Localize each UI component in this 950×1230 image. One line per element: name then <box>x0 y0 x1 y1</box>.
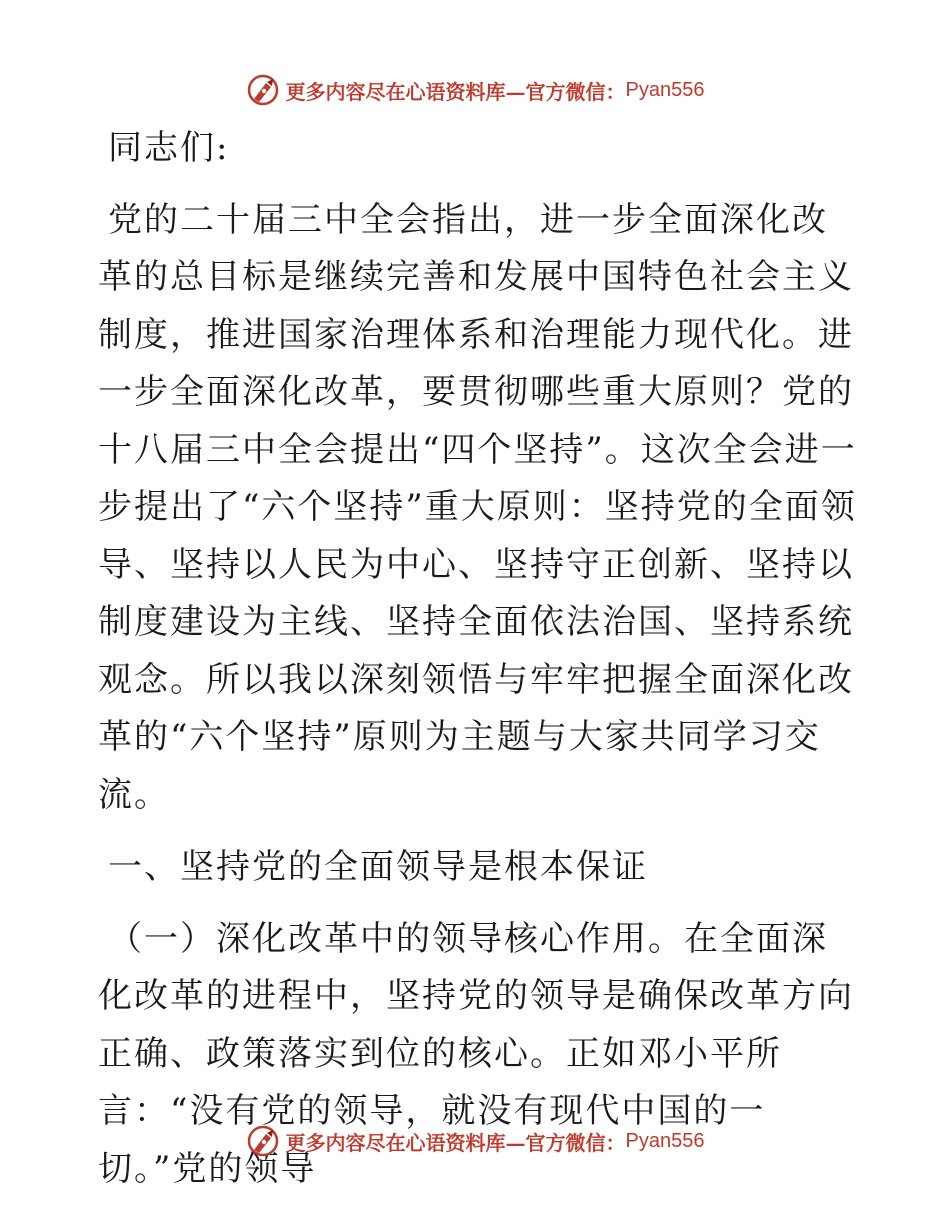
pen-nib-circle-icon <box>246 1124 280 1158</box>
watermark-text: 更多内容尽在心语资料库—官方微信： <box>285 79 626 104</box>
section-heading: 一、坚持党的全面领导是根本保证 <box>108 847 648 887</box>
watermark-text: 更多内容尽在心语资料库—官方微信： <box>285 1130 626 1155</box>
intro-paragraph: 党的二十届三中全会指出，进一步全面深化改革的总目标是继续完善和发展中国特色社会主义制度，推进国家治理体系和治理能力现代化。进一步全面深化改革，要贯彻哪些重大原则？党的十八届三中全会提出“四个坚持”。这次全会进一步提出了“六个坚持”重大原则：坚持党的全面领导、坚持以人民为中心、坚持守正创新、坚持以制度建设为主线、坚持全面依法治国、坚持系统观念。所以我以深刻领悟与牢牢把握全面深化改革的“六个坚持”原则为主题与大家共同学习交流。 <box>98 199 857 815</box>
document-body <box>98 120 858 1198</box>
watermark-handle: Pyan556 <box>625 78 705 101</box>
footer-watermark <box>0 1121 950 1161</box>
subsection-paragraph: （一）深化改革中的领导核心作用。在全面深化改革的进程中，坚持党的领导是确保改革方向正确、政策落实到位的核心。正如邓小平所言：“没有党的领导，就没有现代中国的一切。”党的领导 <box>98 918 854 1189</box>
pen-nib-circle-icon <box>246 73 280 107</box>
watermark-handle: Pyan556 <box>625 1129 705 1152</box>
header-watermark <box>0 70 950 110</box>
greeting: 同志们: <box>108 128 230 168</box>
